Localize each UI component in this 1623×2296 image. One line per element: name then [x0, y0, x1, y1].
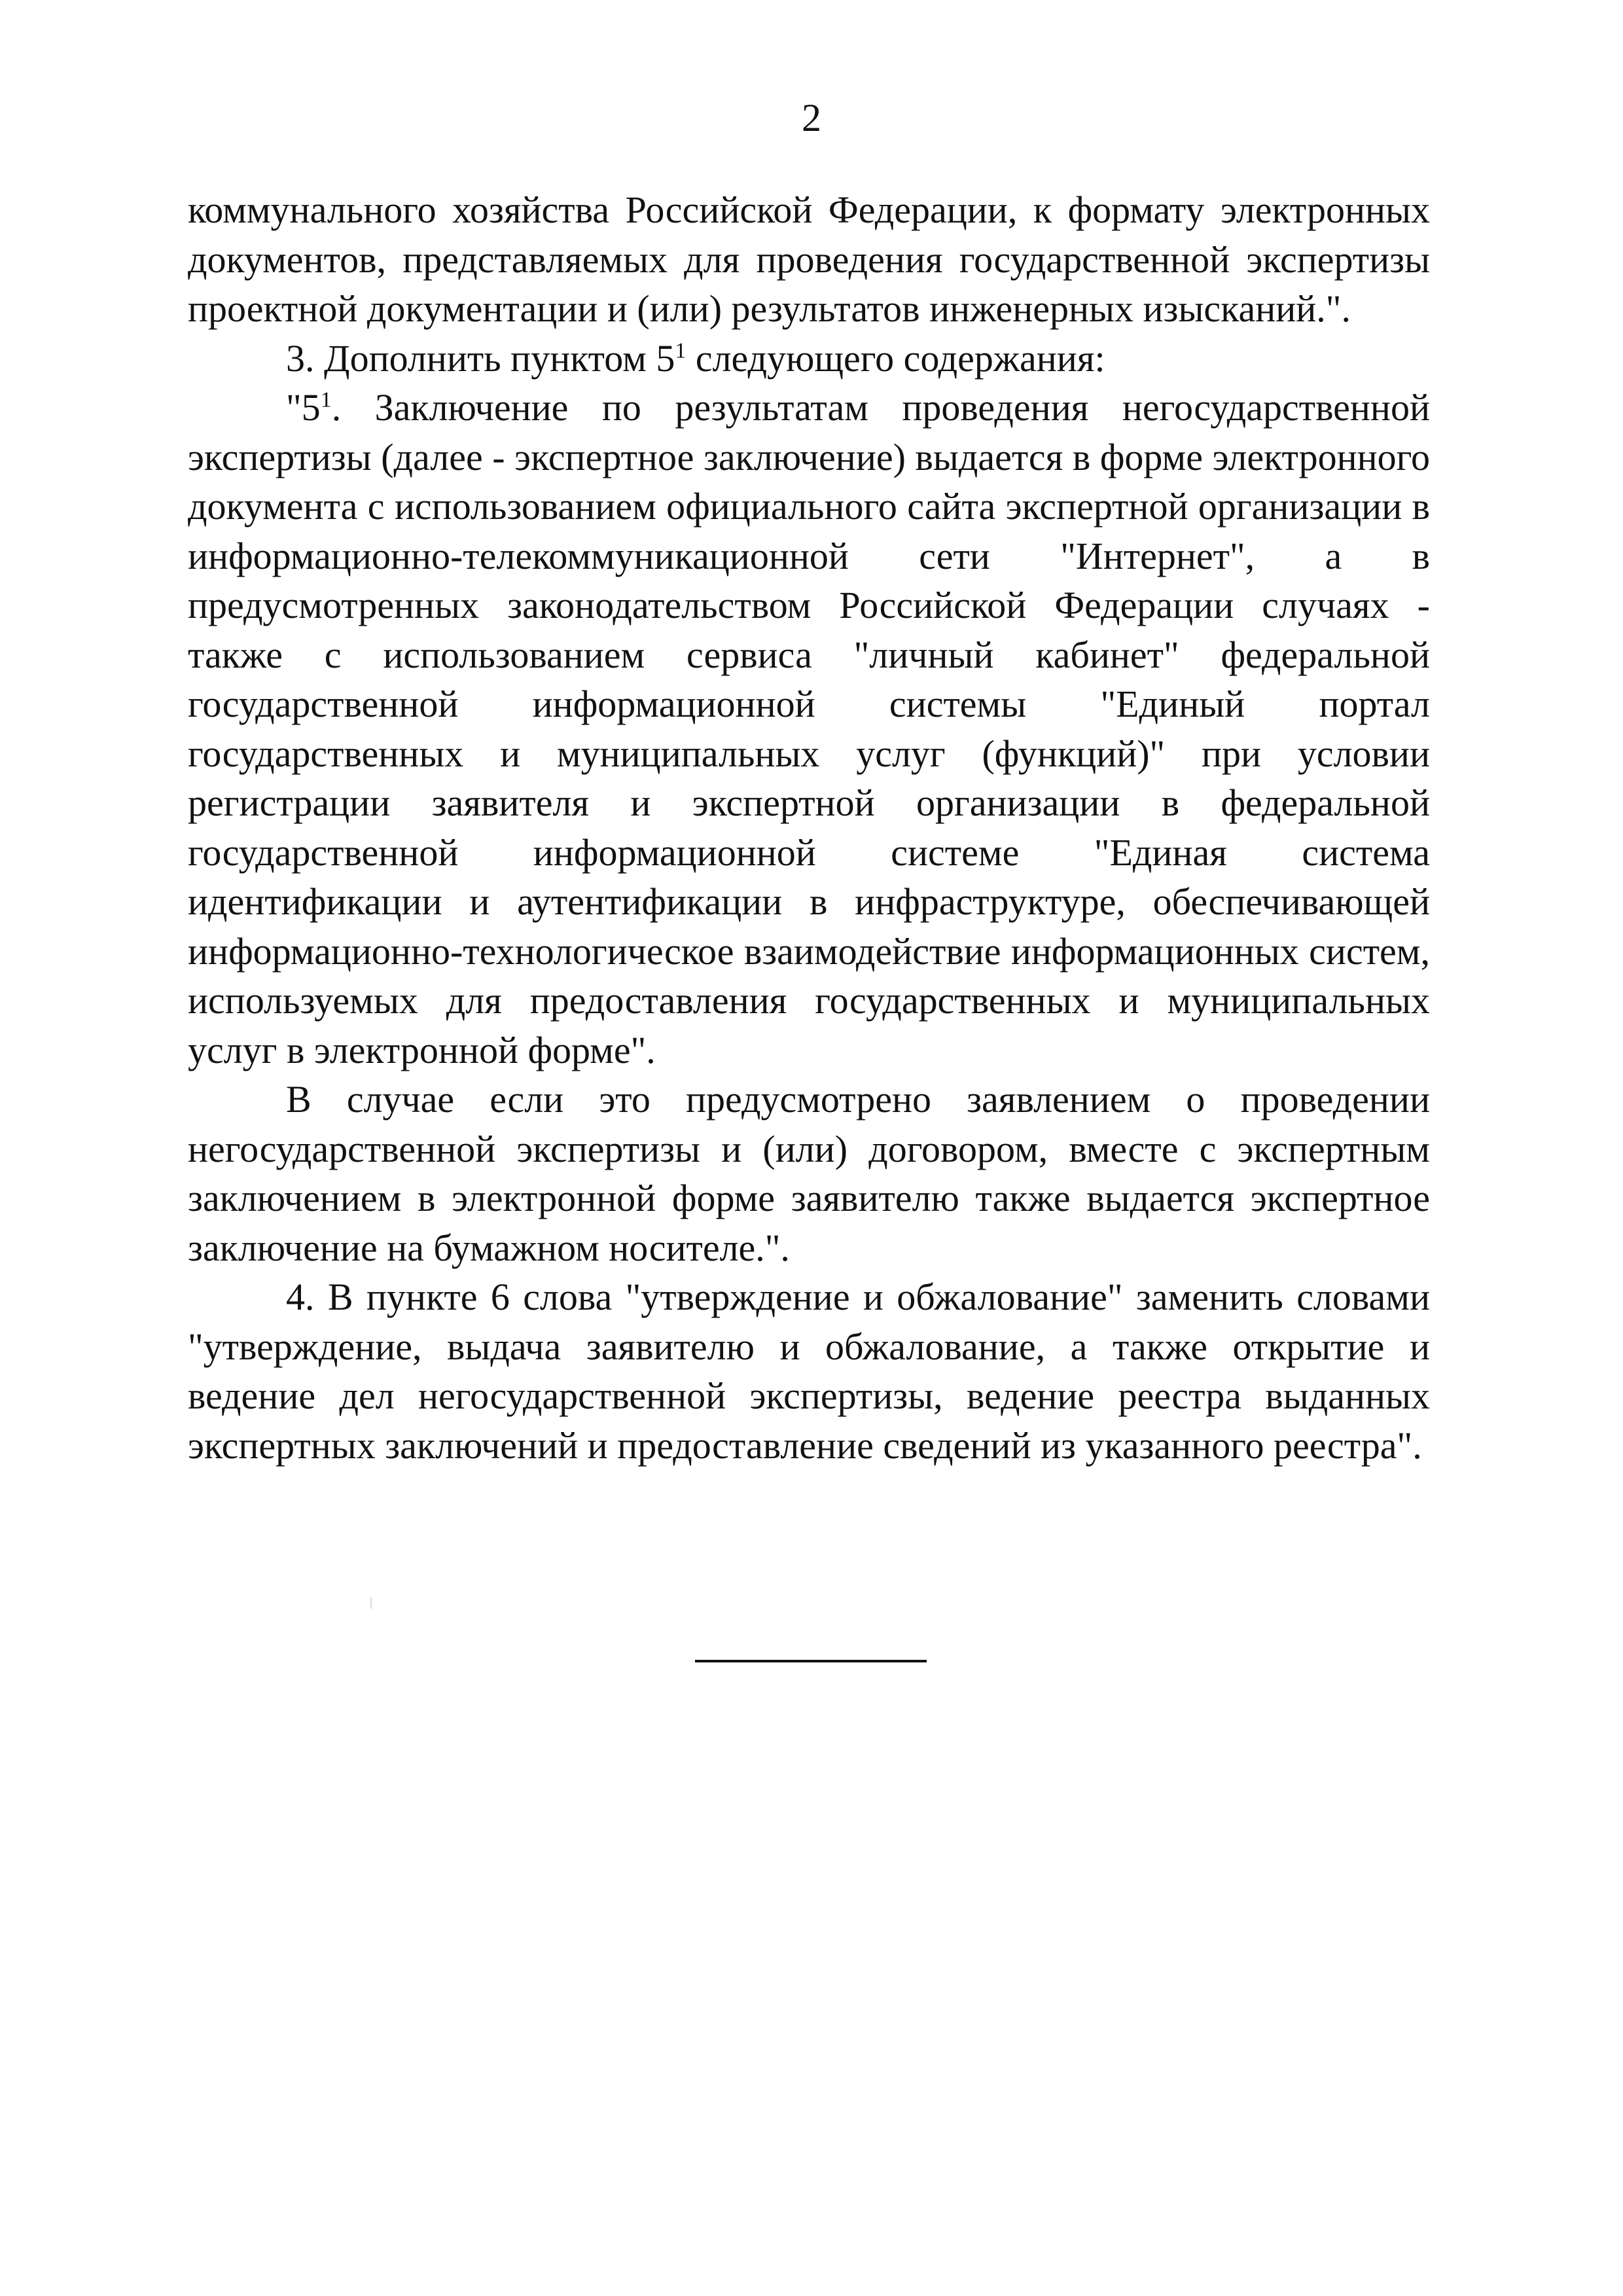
paragraph-text: . Заключение по результатам проведения негосударственной экспертизы (далее - экспертное заключение) выдается в форме электронного документа с использованием официального сайта экспертной организации в информационно-телекоммуникационной сети "Интернет", а в предусмотренных законодательством Российской Федерации случаях - также с использованием сервиса "личный кабинет" федеральной государственной информационной системы "Единый портал государственных и муниципальных услуг (функций)" при условии регистрации заявителя и экспертной организации в федеральной государственной информационной системе "Единая система идентификации и аутентификации в инфраструктуре, обеспечивающей информационно-технологическое взаимодействие информационных систем, используемых для предоставления государственных и муниципальных услуг в электронной форме". [188, 386, 1430, 1071]
superscript: 1 [675, 338, 687, 363]
paragraph-item-4: 4. В пункте 6 слова "утверждение и обжалование" заменить словами "утверждение, выдача заявителю и обжалование, а также открытие и ведение дел негосударственной экспертизы, ведение реестра выданных экспертных заключений и предоставление сведений из указанного реестра". [188, 1276, 1430, 1467]
paragraph-item-3 [188, 334, 1430, 384]
document-body [188, 185, 1430, 1470]
paragraph-paper-copy: В случае если это предусмотрено заявлением о проведении негосударственной экспертизы и (или) договором, вместе с экспертным заключением в электронной форме заявителю также выдается экспертное заключение на бумажном носителе.". [188, 1078, 1430, 1269]
superscript: 1 [320, 387, 332, 412]
paragraph-text: "5 [286, 386, 321, 429]
paragraph-clause-5-1 [188, 383, 1430, 1075]
end-divider-line [695, 1660, 927, 1662]
page-number: 2 [802, 96, 821, 139]
paragraph-text: 3. Дополнить пунктом 5 [286, 336, 675, 380]
paragraph-text: следующего содержания: [686, 336, 1105, 380]
paragraph-continuation: коммунального хозяйства Российской Федерации, к формату электронных документов, представляемых для проведения государственной экспертизы проектной документации и (или) результатов инженерных изысканий.". [188, 188, 1430, 330]
scan-artifact [370, 1597, 372, 1609]
